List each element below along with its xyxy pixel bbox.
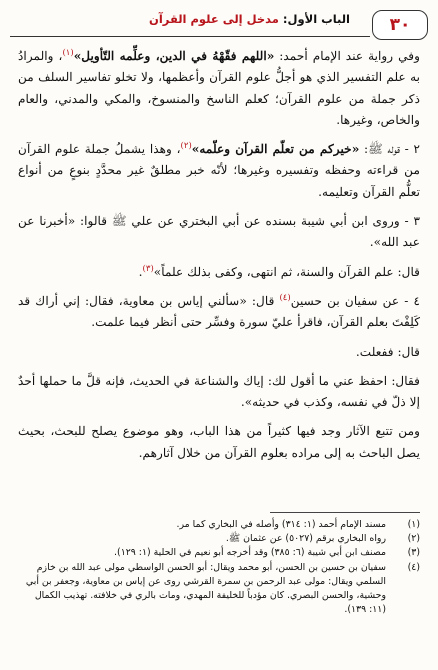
footnote-2 xyxy=(18,532,420,546)
text-run: قال: «سألني إياس بن معاوية، فقال: إني أراك قد كَلِفْتَ بعلم القرآن، فاقرأ عليّ سورة وفسِّر حتى أنظر فيما علمت. xyxy=(18,293,420,330)
salutation-glyph: ﷺ xyxy=(368,142,383,157)
text-run: ٤ - عن سفيان بن حسين xyxy=(290,293,420,308)
page-number: ٣٠ xyxy=(389,15,411,35)
footnote-ref-2[interactable]: (٢) xyxy=(180,141,192,152)
text-run: قالوا: «أخبرنا عن عبد الله». xyxy=(18,214,420,250)
text-run: ، والمرادُ به علم التفسير الذي هو أجلُّ علوم القرآن وأعظمها، ولا تخلو تفاسير السلف من ذكر جملة من علوم القرآن؛ كعلم الناسخ والمنسوخ، والمكي والمدني، والعام والخاص، وغيرها. xyxy=(18,49,420,127)
footnote-ref-1[interactable]: (١) xyxy=(62,47,74,58)
footnote-1 xyxy=(18,518,420,532)
honorific-glyph: ﷺ xyxy=(111,214,127,229)
footnote-number: (٤) xyxy=(407,561,420,573)
footnote-text: مصنف ابن أبي شيبة (٦: ٣٨٥) وقد أخرجه أبو نعيم في الحلية (١: ١٢٩). xyxy=(114,547,386,559)
text-run: وفي رواية عند الإمام أحمد: xyxy=(274,49,420,63)
paragraph-6: قال: ففعلت. xyxy=(355,344,420,359)
footnote-number: (٢) xyxy=(407,533,420,545)
footnote-ref-3[interactable]: (٣) xyxy=(142,263,154,274)
header-divider xyxy=(10,36,370,37)
paragraph-7: فقال: احفظ عني ما أقول لك: إياك والشناعة في الحديث، فإنه قلَّ ما حملها أحدٌ إلا ذلّ في نفسه، وكذب في حديثه». xyxy=(18,373,420,410)
footnote-divider xyxy=(270,512,420,513)
text-run: : xyxy=(359,142,369,157)
paragraph-1 xyxy=(18,46,420,131)
paragraph-5 xyxy=(18,291,420,334)
footnote-text: مسند الإمام أحمد (١: ٣١٤) وأصله في البخاري كما مر. xyxy=(176,519,386,530)
footnote-number: (١) xyxy=(407,519,420,530)
paragraph-8: ومن تتبع الآثار وجد فيها كثيراً من هذا الباب، وهو موضوع يصلح للبحث، بحيث يصل الباحث به إلى مراده بعلوم القرآن من خلال آثارهم. xyxy=(18,424,420,460)
footnote-4 xyxy=(18,561,420,618)
footnote-number: (٣) xyxy=(407,547,420,559)
footnote-3 xyxy=(18,546,420,560)
hadith-quote: «اللهم فقّهْهُ في الدين، وعلِّمه التّأويل» xyxy=(73,49,275,63)
footnote-text: رواه البخاري برقم (٥٠٢٧) عن عثمان ﷺ. xyxy=(225,533,386,545)
text-run: ، وهذا يشملُ جملة علوم القرآن من قراءته وحفظه وتفسيره وغيرها؛ لأنّه خبر مطلقٌ غير محدَّدٍ بنوعٍ من أنواع تعلُّم القرآن وتعليمه. xyxy=(18,142,420,199)
text-run: ٣ - وروى ابن أبي شيبة بسنده عن أبي البختري عن علي xyxy=(126,214,420,229)
footnotes xyxy=(18,518,420,617)
footnote-ref-4[interactable]: (٤) xyxy=(279,292,291,303)
text-run: . xyxy=(138,264,143,279)
text-run: ٢ - قوله xyxy=(382,142,421,157)
running-title xyxy=(10,12,350,26)
paragraph-4 xyxy=(18,262,420,283)
running-title-chapter: مدخل إلى علوم القرآن xyxy=(149,12,279,26)
text-run: قال: علم القرآن والسنة، ثم انتهى، وكفى بذلك علماً» xyxy=(153,264,420,279)
hadith-quote: «خيركم من تعلّم القرآن وعلّمه» xyxy=(191,142,360,157)
page-number-badge xyxy=(372,10,428,40)
page-header xyxy=(10,6,428,40)
footnote-text: سفيان بن حسين بن الحسن، أبو محمد ويقال: أبو الحسن الواسطي مولى عبد الله بن خازم السلمي ويقال: مولى عبد الرحمن بن سمرة القرشي روى عن إياس بن معاوية، وجعفر بن أبي وحشية، والحسن البصري. كان مؤدباً للخليفة المهدي، ومات بالري في خلافته. تهذيب الكمال (١١: ١٣٩). xyxy=(25,561,386,616)
paragraph-3 xyxy=(18,211,420,254)
paragraph-2 xyxy=(18,139,420,203)
main-text xyxy=(18,46,420,464)
running-title-part: الباب الأول: xyxy=(282,12,350,26)
